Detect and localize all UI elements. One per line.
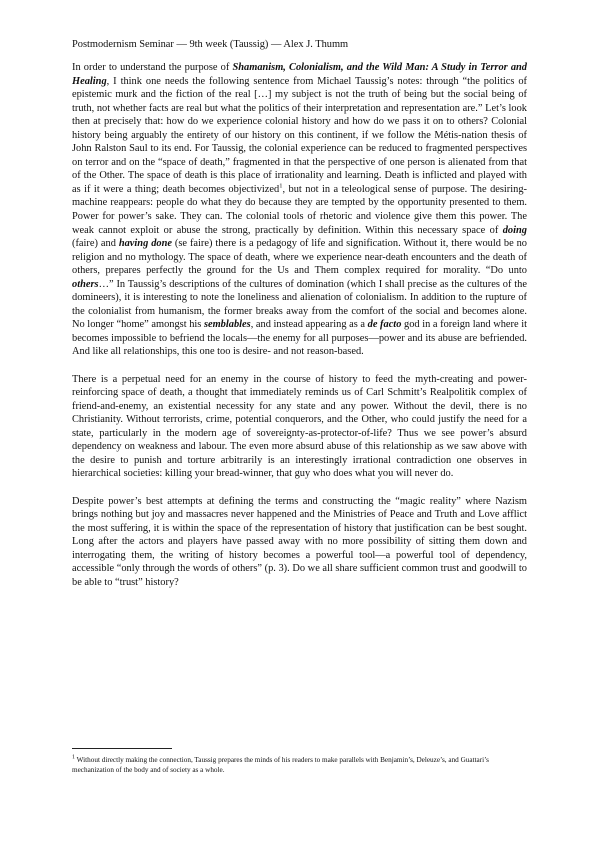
p1-text-4: (faire) and [72,238,119,250]
footnote [72,755,527,775]
paragraph-1 [72,61,527,359]
emphasis-having-done: having done [118,238,172,250]
page-header: Postmodernism Seminar — 9th week (Taussig) — Alex J. Thumm [72,39,349,50]
emphasis-doing: doing [502,224,527,236]
paragraph-2: There is a perpetual need for an enemy in the course of history to feed the myth-creating and power-reinforcing space of death, a thought that immediately reminds us of Carl Schmitt’s Realpolitik complex of friend-and-enemy, an existential necessity for any state and any power. Without the devil, there is no Christianity. Without terrorists, crime, potential conquerors, and the Other, who could justify the need for a state, particularly in the modern age of sovereignty-as-protector-of-life? Thus we see power’s absurd dependency on weakness and labour. The even more absurd abuse of this relationship as we saw above with the desire to punish and torture arbitrarily is an interestingly irrational contradiction one observes in hierarchical societies: killing your bread-winner, that guy who does what you will never do. [72,373,527,480]
p1-text-5: (se faire) there is a pedagogy of life and signification. Without it, there would be no religion and no mythology. The space of death, where we experience near-death encounters and the death of others, prepares perfectly the ground for the Us and Them complex required for morality. “Do unto [72,238,528,277]
essay-body [72,61,527,603]
footnote-divider [72,748,172,749]
paragraph-3: Despite power’s best attempts at defining the terms and constructing the “magic reality” where Nazism brings nothing but joy and massacres never happened and the Ministries of Peace and Truth and Love afflict the most suffering, it is within the space of the representation of history that justification can be best sought. Long after the actors and players have passed away with no more possibility of sitting them down and interrogating them, the writing of history becomes a powerful tool—a powerful tool of dependency, accessible “only through the words of others” (p. 3). Do we all share sufficient common trust and goodwill to be able to “trust” history? [72,495,527,588]
emphasis-de-facto: de facto [367,319,402,331]
p1-text-6: …” In Taussig’s descriptions of the cultures of domination (which I shall precise as the cultures of the domineers), it is interesting to note the loneliness and alienation of colonialism. In addition to the rupture of the colonialist from humanism, the former breaks away from the comfort of the social and becomes alone. No longer “home” amongst his [72,278,527,331]
p1-text-2: , I think one needs the following sentence from Michael Taussig’s notes: through “the politics of epistemic murk and the fiction of the real […] my subject is not the truth of being but the social being of truth, not whether facts are real but what the politics of their interpretation and representation are.” Let’s look then at precisely that: how do we experience colonial history and how do we pass it on to others? Colonial history being arguably the entirety of our history on this continent, if we follow the Métis-nation thesis of John Ralston Saul to its end. For Taussig, the colonial experience can be reduced to fragmented perspectives on terror and on the “space of death,” fragmented in that the perspective of one person is alienated from that of the Other. The space of death is this place of irrationality and learning. Death is inflicted and played with as if it were a thing; death becomes objectivized [72,75,527,195]
book-title: Shamanism, Colonialism, and the Wild Man: A Study in Terror and Healing [72,62,528,87]
p1-text-7: , and instead appearing as a [250,319,368,331]
emphasis-others: others [72,278,99,290]
p1-text-3: , but not in a teleological sense of purpose. The desiring-machine reappears: people do what they do because they are tempted by the opportunity presented to them. Power for power’s sake. They can. The colonial tools of rhetoric and violence give them this power. The weak cannot exploit or abuse the strong, practically by definition. Within this necessary space of [72,183,528,236]
footnote-marker[interactable]: 1 [279,182,283,190]
footnote-text: Without directly making the connection, Taussig prepares the minds of his readers to make parallels with Benjamin’s, Deleuze’s, and Guattari’s mechanization of the body and of society as a whole. [72,756,489,774]
emphasis-semblables: semblables [203,319,251,331]
p1-text-8: god in a foreign land where it becomes impossible to befriend the locals—the enemy for all purposes—power and its abuse are befriended. And like all relationships, this one too is desire- and not reason-based. [72,319,527,358]
p1-text-1: In order to understand the purpose of [72,62,233,73]
footnote-number: 1 [72,754,75,761]
